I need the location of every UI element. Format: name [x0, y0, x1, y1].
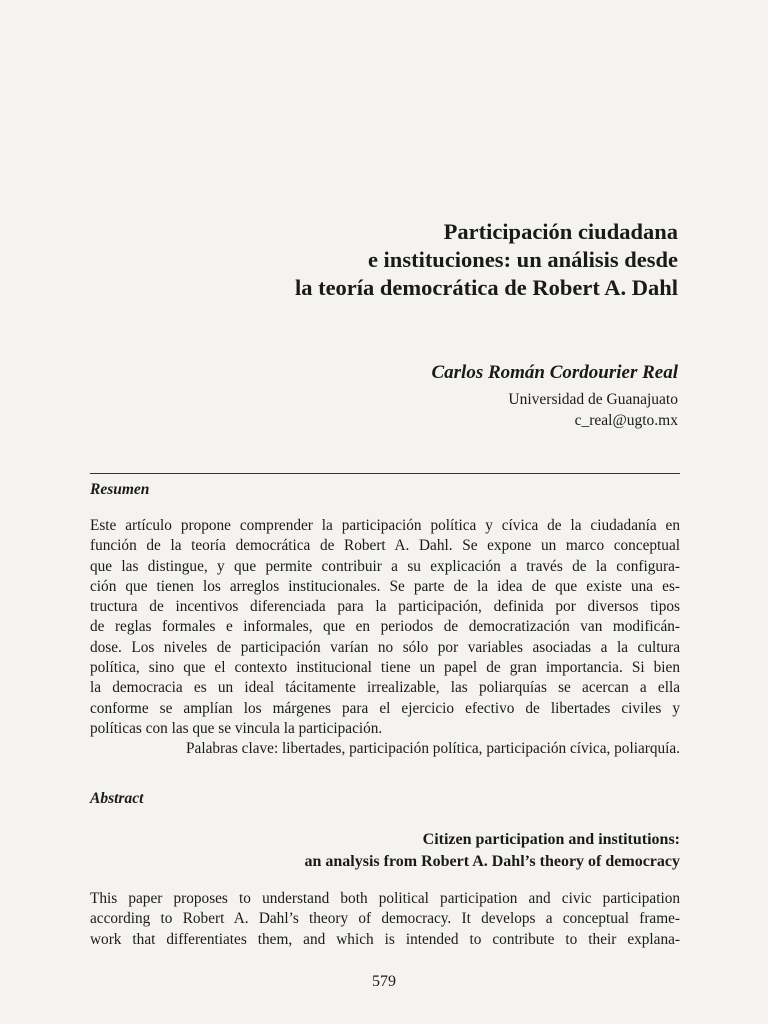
author-affiliation: Universidad de Guanajuato: [508, 391, 678, 408]
keywords: Palabras clave: libertades, participación política, participación cívica, poliarquía.: [186, 740, 680, 758]
author-email: c_real@ugto.mx: [574, 412, 678, 429]
resumen-line: políticas con las que se vincula la participación.: [90, 719, 383, 737]
author-affiliation-block: [508, 389, 678, 431]
resumen-line: dose. Los niveles de participación varían no sólo por variables asociadas a la cultura: [90, 638, 680, 656]
resumen-line: función de la teoría democrática de Robert A. Dahl. Se expone un marco conceptual: [90, 537, 680, 555]
abstract-body: [90, 889, 680, 950]
resumen-line: conforme se amplían los márgenes para el ejercicio efectivo de libertades civiles y: [90, 699, 680, 717]
abstract-line: work that differentiates them, and which is intended to contribute to their explana-: [90, 930, 680, 948]
english-title-line-1: Citizen participation and institutions:: [422, 831, 680, 848]
article-title: [118, 218, 678, 302]
english-title-line-2: an analysis from Robert A. Dahl’s theory of democracy: [304, 853, 680, 870]
title-line-3: la teoría democrática de Robert A. Dahl: [294, 275, 678, 300]
abstract-line: This paper proposes to understand both political participation and civic participation: [90, 890, 680, 907]
abstract-line: according to Robert A. Dahl’s theory of democracy. It develops a conceptual frame-: [90, 910, 680, 928]
resumen-body: [90, 516, 680, 760]
title-line-2: e instituciones: un análisis desde: [367, 247, 678, 272]
resumen-line: la democracia es un ideal tácitamente irrealizable, las poliarquías se acercan a ella: [90, 679, 680, 697]
section-divider: [90, 473, 680, 474]
resumen-heading: Resumen: [90, 481, 150, 498]
resumen-line: Este artículo propone comprender la participación política y cívica de la ciudadanía en: [90, 517, 680, 534]
page-number: 579: [372, 973, 396, 990]
resumen-line: tructura de incentivos diferenciada para la participación, definida por diversos tipos: [90, 598, 680, 616]
resumen-line: que las distingue, y que permite contribuir a su explicación a través de la configura-: [90, 557, 680, 575]
abstract-heading: Abstract: [90, 790, 144, 807]
author-name: Carlos Román Cordourier Real: [431, 362, 678, 383]
resumen-line: política, sino que el contexto institucional tiene un papel de gran importancia. Si bien: [90, 659, 680, 677]
resumen-line: ción que tienen los arreglos institucionales. Se parte de la idea de que existe una es-: [90, 577, 680, 595]
resumen-line: de reglas formales e informales, que en periodos de democratización van modificán-: [90, 618, 680, 636]
title-line-1: Participación ciudadana: [443, 219, 678, 244]
english-title: [304, 829, 680, 873]
